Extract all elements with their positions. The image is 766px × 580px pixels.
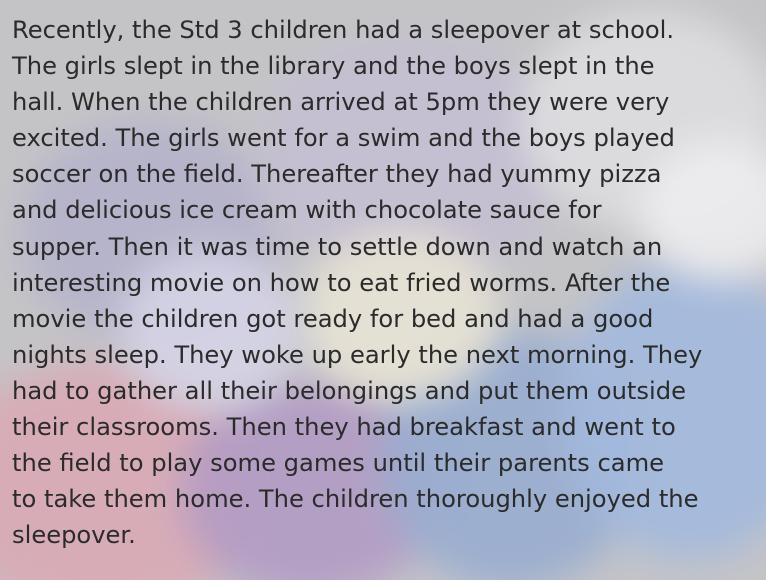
story-line: The girls slept in the library and the boys slept in the	[12, 52, 655, 81]
story-line: sleepover.	[12, 521, 136, 550]
story-line: their classrooms. Then they had breakfast and went to	[12, 413, 676, 442]
story-line: hall. When the children arrived at 5pm they were very	[12, 88, 670, 117]
story-text	[12, 12, 764, 553]
story-line: supper. Then it was time to settle down and watch an	[12, 232, 663, 261]
story-line: interesting movie on how to eat fried worms. After the	[12, 268, 671, 297]
story-line: and delicious ice cream with chocolate sauce for	[12, 196, 602, 225]
story-line: Recently, the Std 3 children had a sleepover at school.	[12, 16, 675, 44]
story-line: nights sleep. They woke up early the next morning. They	[12, 340, 703, 369]
story-line: the field to play some games until their parents came	[12, 449, 665, 478]
story-line: to take them home. The children thoroughly enjoyed the	[12, 485, 699, 514]
story-line: soccer on the field. Thereafter they had yummy pizza	[12, 160, 662, 189]
story-line: excited. The girls went for a swim and the boys played	[12, 124, 675, 153]
story-line: movie the children got ready for bed and had a good	[12, 304, 654, 333]
story-line: had to gather all their belongings and put them outside	[12, 376, 686, 405]
